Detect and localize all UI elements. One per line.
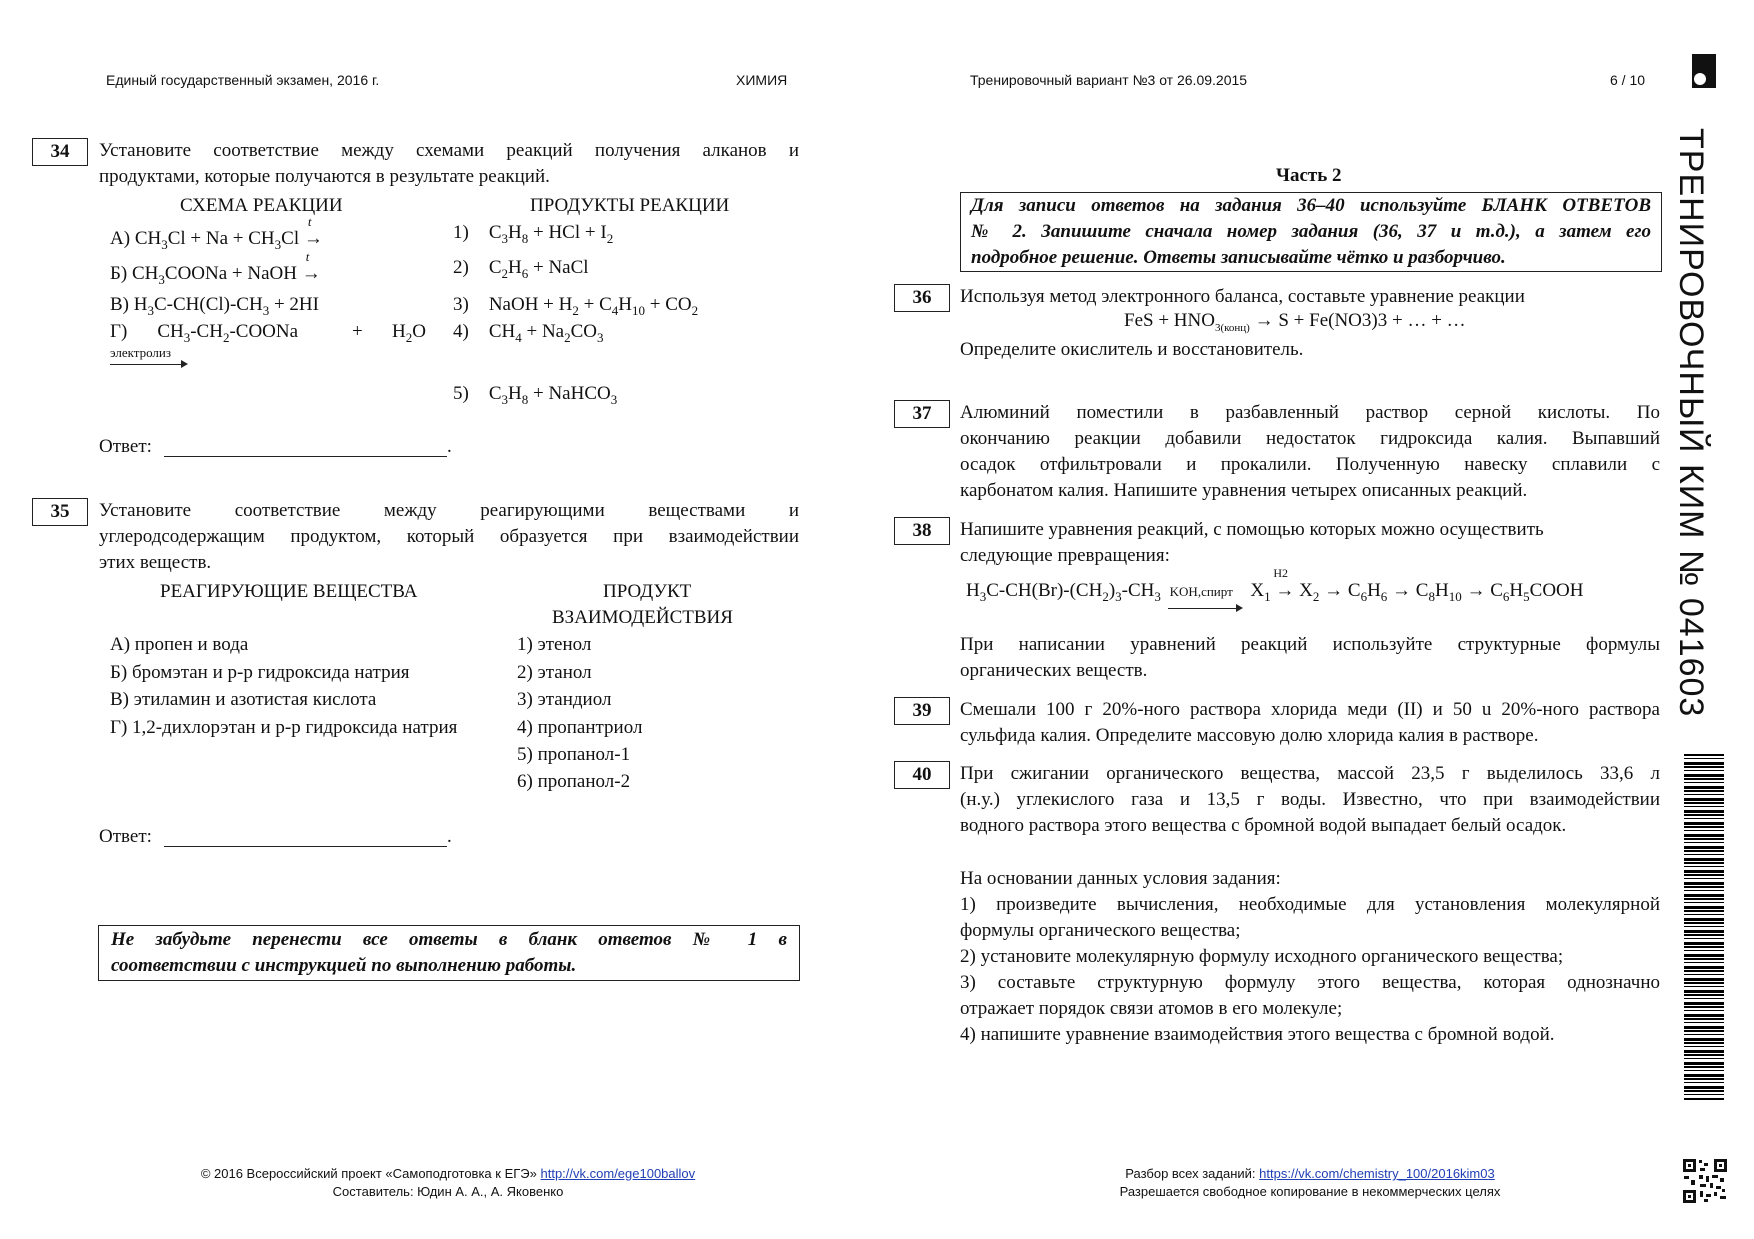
q34-scheme-v: В) $H_3C-CH(Cl)-CH_3 + 2HI$ <box>110 294 319 318</box>
q35-text-line3: этих веществ. <box>99 552 212 573</box>
q34-answer-period: . <box>447 436 452 457</box>
reminder-box <box>98 925 800 981</box>
q40-item-3b: отражает порядок связи атомов в его молекуле; <box>960 998 1343 1019</box>
q34-electrolysis-label: электролиз <box>110 345 171 360</box>
q35-text-line2: углеродсодержащим продуктом, который образуется при взаимодействии <box>99 526 799 547</box>
q40-item-1a: 1) произведите вычисления, необходимые для установления молекулярной <box>960 894 1660 915</box>
q38-text-line2: следующие превращения: <box>960 545 1170 566</box>
q37-line1: Алюминий поместили в разбавленный раствор серной кислоты. По <box>960 402 1660 423</box>
footer-vk-link[interactable]: http://vk.com/ege100ballov <box>540 1166 696 1181</box>
q38-text-line1: Напишите уравнения реакций, с помощью которых можно осуществить <box>960 519 1544 540</box>
q34-product-3: 3) NaOH + $H_2 + C_4H_{10} + CO_2$ <box>453 294 699 318</box>
q36-text-line1: Используя метод электронного баланса, составьте уравнение реакции <box>960 286 1525 307</box>
q35-answer-period: . <box>447 826 452 847</box>
q40-line3: водного раствора этого вещества с бромной водой выпадает белый осадок. <box>960 815 1567 836</box>
q35-product-2: 2) этанол <box>517 662 592 683</box>
q35-answer-label: Ответ: <box>99 826 152 847</box>
part2-instruction-box <box>960 192 1662 272</box>
q38-transformation-chain: $H_3C-CH(Br)-(CH_2)_3-CH_3$ KOH,спирт $X_1$ → H2 $X_2 \to C_6H_6 \to C_8H_{10}$ → $C_6H_5COOH$ <box>966 580 1583 605</box>
q34-product-2: 2) $C_2H_6$ + NaCl <box>453 257 589 281</box>
task-number-38: 38 <box>894 517 950 545</box>
q34-text-line2: продуктами, которые получаются в результате реакций. <box>99 166 550 187</box>
q35-text-line1: Установите соответствие между реагирующими веществами и <box>99 500 799 521</box>
reminder-line1: Не забудьте перенести все ответы в бланк ответов № 1 в <box>111 929 787 950</box>
q35-col-header-reagents: РЕАГИРУЮЩИЕ ВЕЩЕСТВА <box>160 581 418 602</box>
q34-answer-label: Ответ: <box>99 436 152 457</box>
q40-basis: На основании данных условия задания: <box>960 868 1281 889</box>
q35-product-3: 3) этандиол <box>517 689 612 710</box>
q34-scheme-a: А) $CH_3Cl + Na + CH_3Cl$ → t <box>110 214 323 252</box>
q34-col-header-schemes: СХЕМА РЕАКЦИИ <box>180 195 343 216</box>
q34-scheme-g: Г) $CH_3-CH_2$-COONa + $H_2O$ <box>110 321 426 345</box>
task-number-36: 36 <box>894 284 950 312</box>
q34-col-header-products: ПРОДУКТЫ РЕАКЦИИ <box>530 195 730 216</box>
q38-note-line1: При написании уравнений реакций используйте структурные формулы <box>960 634 1660 655</box>
task-number-37: 37 <box>894 400 950 428</box>
footer-left-line1: © 2016 Всероссийский проект «Самоподготовка к ЕГЭ» http://vk.com/ege100ballov <box>200 1166 696 1181</box>
footer-authors: Составитель: Юдин А. А., А. Яковенко <box>332 1184 564 1199</box>
task-number-39: 39 <box>894 697 950 725</box>
footer-right-line1: Разбор всех заданий: https://vk.com/chemistry_100/2016kim03 <box>1125 1166 1495 1181</box>
header-variant: Тренировочный вариант №3 от 26.09.2015 <box>970 72 1248 88</box>
barcode-icon <box>1684 754 1724 1100</box>
q37-line4: карбонатом калия. Напишите уравнения четырех описанных реакций. <box>960 480 1528 501</box>
q39-text-line2: сульфида калия. Определите массовую долю хлорида калия в растворе. <box>960 725 1539 746</box>
q36-text-line2: Определите окислитель и восстановитель. <box>960 339 1304 360</box>
q39-text-line1: Смешали 100 г 20%-ного раствора хлорида меди (II) и 50 u 20%-ного раствора <box>960 699 1660 720</box>
q34-product-4: 4) $CH_4 + Na_2CO_3$ <box>453 321 604 345</box>
q35-reagent-g: Г) 1,2-дихлорэтан и р-р гидроксида натрия <box>110 717 458 738</box>
q35-reagent-a: А) пропен и вода <box>110 634 249 655</box>
q40-item-4: 4) напишите уравнение взаимодействия этого вещества с бромной водой. <box>960 1024 1555 1045</box>
q40-item-1b: формулы органического вещества; <box>960 920 1241 941</box>
part2-box-line3: подробное решение. Ответы записывайте чётко и разборчиво. <box>971 247 1506 268</box>
vertical-kim-title: ТРЕНИРОВОЧНЫЙ КИМ № 041603 <box>1672 128 1710 718</box>
q38-note-line2: органических веществ. <box>960 660 1148 681</box>
part2-box-line2: № 2. Запишите сначала номер задания (36, 37 и т.д.), а затем его <box>971 221 1651 242</box>
q35-product-6: 6) пропанол-2 <box>517 771 631 792</box>
task-number-35: 35 <box>32 498 88 526</box>
header-subject: ХИМИЯ <box>736 72 788 88</box>
qr-code-icon <box>1682 1158 1728 1204</box>
q34-answer-field[interactable] <box>164 456 447 457</box>
q34-scheme-b: Б) $CH_3COONa$ + NaOH → t <box>110 249 321 287</box>
q34-electrolysis-arrow-icon <box>110 364 186 365</box>
q34-text-line1: Установите соответствие между схемами реакций получения алканов и <box>99 140 799 161</box>
reminder-line2: соответствии с инструкцией по выполнению работы. <box>111 955 577 976</box>
q40-item-2: 2) установите молекулярную формулу исходного органического вещества; <box>960 946 1564 967</box>
corner-mark-icon <box>1692 54 1716 88</box>
q35-product-5: 5) пропанол-1 <box>517 744 631 765</box>
q37-line3: осадок отфильтровали и прокалили. Полученную навеску сплавили с <box>960 454 1660 475</box>
q34-product-5: 5) $C_3H_8$ + NaHCO$_3$ <box>453 383 618 407</box>
header-exam: Единый государственный экзамен, 2016 г. <box>106 72 380 88</box>
part2-box-line1: Для записи ответов на задания 36–40 используйте БЛАНК ОТВЕТОВ <box>971 195 1651 216</box>
q35-reagent-v: В) этиламин и азотистая кислота <box>110 689 377 710</box>
q35-product-1: 1) этенол <box>517 634 592 655</box>
q40-line1: При сжигании органического вещества, массой 23,5 г выделилось 33,6 л <box>960 763 1660 784</box>
q36-equation: FeS + $HNO_{3(конц)} \to S + Fe(NO3)3$ + … + … <box>1124 310 1466 334</box>
part2-title: Часть 2 <box>1276 165 1342 186</box>
q40-line2: (н.у.) углекислого газа и 13,5 г воды. Известно, что при взаимодействии <box>960 789 1660 810</box>
q40-item-3a: 3) составьте структурную формулу этого вещества, которая однозначно <box>960 972 1660 993</box>
task-number-34: 34 <box>32 138 88 166</box>
task-number-40: 40 <box>894 761 950 789</box>
q35-answer-field[interactable] <box>164 846 447 847</box>
header-page-number: 6 / 10 <box>1610 72 1646 88</box>
q37-line2: окончанию реакции добавили недостаток гидроксида калия. Выпавший <box>960 428 1660 449</box>
q35-col-header-product1: ПРОДУКТ <box>603 581 692 602</box>
q35-col-header-product2: ВЗАИМОДЕЙСТВИЯ <box>552 607 733 628</box>
q34-product-1: 1) $C_3H_8$ + HCl + $I_2$ <box>453 222 614 246</box>
footer-copy-permission: Разрешается свободное копирование в некоммерческих целях <box>1119 1184 1501 1199</box>
footer-solutions-link[interactable]: https://vk.com/chemistry_100/2016kim03 <box>1259 1166 1495 1181</box>
q35-product-4: 4) пропантриол <box>517 717 643 738</box>
q35-reagent-b: Б) бромэтан и р-р гидроксида натрия <box>110 662 410 683</box>
